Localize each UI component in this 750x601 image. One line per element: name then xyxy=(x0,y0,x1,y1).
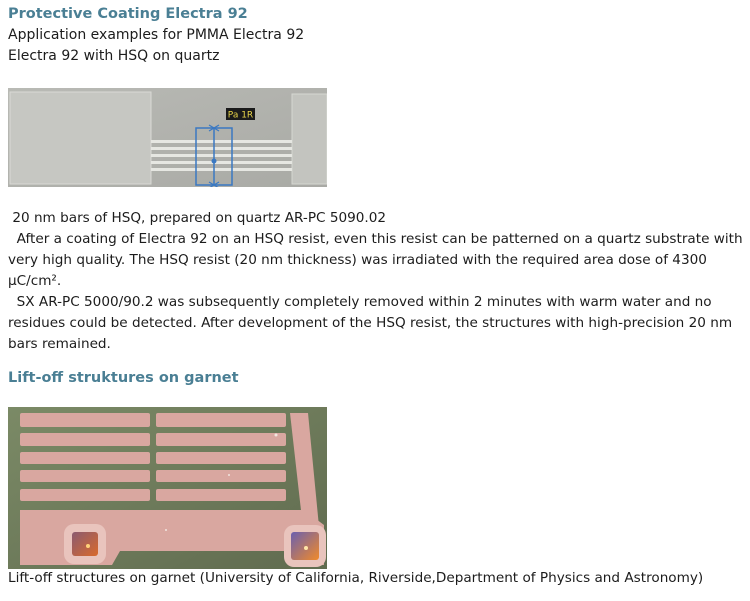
garnet-liftoff-micrograph xyxy=(8,407,327,569)
image-caption-hsq: Electra 92 with HSQ on quartz xyxy=(8,48,220,64)
section-title-liftoff: Lift-off struktures on garnet xyxy=(8,370,239,386)
paragraph-line-3: SX AR-PC 5000/90.2 was subsequently completely removed within 2 minutes with warm water and no residues could be detected. After development of the HSQ resist, the structures with high-precision 20 nm bars remained. xyxy=(8,294,737,352)
paragraph-line-1: 20 nm bars of HSQ, prepared on quartz AR-PC 5090.02 xyxy=(8,210,387,226)
section-subtitle: Application examples for PMMA Electra 92 xyxy=(8,27,305,43)
description-paragraph xyxy=(8,208,747,355)
paragraph-line-2: After a coating of Electra 92 on an HSQ resist, even this resist can be patterned on a quartz substrate with very high quality. The HSQ resist (20 nm thickness) was irradiated with the required area dose of 4300 µC/cm². xyxy=(8,231,747,289)
garnet-caption: Lift-off structures on garnet (University of California, Riverside,Department of Physics and Astronomy) xyxy=(8,570,704,586)
image-label-pa1r: Pa 1R xyxy=(227,110,254,121)
section-title-electra: Protective Coating Electra 92 xyxy=(8,6,248,22)
hsq-quartz-micrograph xyxy=(8,88,327,187)
